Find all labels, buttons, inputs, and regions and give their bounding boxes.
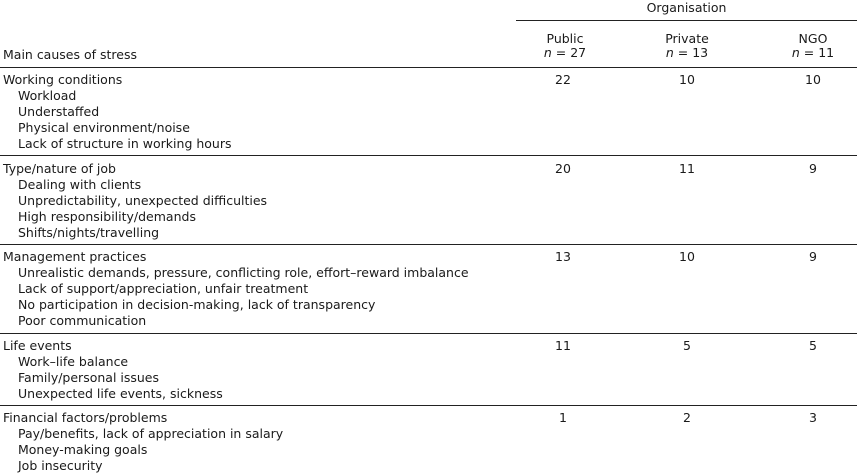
list-item: Work–life balance [18,354,129,369]
list-item: Pay/benefits, lack of appreciation in salary [18,426,284,441]
list-item: Poor communication [18,313,147,328]
value-public: 22 [555,72,571,87]
list-item: Understaffed [18,104,100,119]
category-label: Type/nature of job [3,161,116,176]
value-public: 13 [555,249,571,264]
category-label: Working conditions [3,72,123,87]
list-item: Job insecurity [18,458,103,473]
category-label: Life events [3,338,72,353]
value-ngo: 3 [809,410,817,425]
list-item: Physical environment/noise [18,120,190,135]
list-item: Workload [18,88,77,103]
list-item: Unrealistic demands, pressure, conflicting role, effort–reward imbalance [18,265,469,280]
organisation-rule [516,20,857,21]
column-header-public [520,32,610,60]
value-ngo: 9 [809,249,817,264]
list-item: Unexpected life events, sickness [18,386,223,401]
column-name: NGO [798,31,828,46]
table-group-type-nature-of-job [0,161,857,241]
table-group-management-practices [0,249,857,329]
value-private: 10 [679,72,695,87]
column-name: Public [546,31,584,46]
list-item: Shifts/nights/travelling [18,225,160,240]
group-divider [0,405,857,406]
value-private: 11 [679,161,695,176]
list-item: High responsibility/demands [18,209,196,224]
column-header-ngo [768,32,857,60]
main-causes-header: Main causes of stress [3,47,137,62]
list-item: Money-making goals [18,442,148,457]
table-group-financial-factors [0,410,857,474]
category-label: Management practices [3,249,147,264]
header-rule [0,67,857,68]
table-group-working-conditions [0,72,857,152]
table-group-life-events [0,338,857,402]
list-item: No participation in decision-making, lack of transparency [18,297,376,312]
value-public: 11 [555,338,571,353]
value-ngo: 5 [809,338,817,353]
column-n: n = 13 [665,45,709,60]
organisation-header: Organisation [646,0,727,15]
value-private: 2 [683,410,691,425]
list-item: Dealing with clients [18,177,142,192]
value-public: 1 [559,410,567,425]
column-n: n = 11 [791,45,835,60]
column-name: Private [665,31,709,46]
category-label: Financial factors/problems [3,410,168,425]
value-ngo: 10 [805,72,821,87]
value-public: 20 [555,161,571,176]
value-private: 5 [683,338,691,353]
column-header-private [642,32,732,60]
group-divider [0,333,857,334]
value-ngo: 9 [809,161,817,176]
group-divider [0,244,857,245]
column-n: n = 27 [543,45,587,60]
value-private: 10 [679,249,695,264]
list-item: Lack of support/appreciation, unfair treatment [18,281,309,296]
list-item: Unpredictability, unexpected difficulties [18,193,268,208]
list-item: Family/personal issues [18,370,160,385]
group-divider [0,155,857,156]
list-item: Lack of structure in working hours [18,136,232,151]
